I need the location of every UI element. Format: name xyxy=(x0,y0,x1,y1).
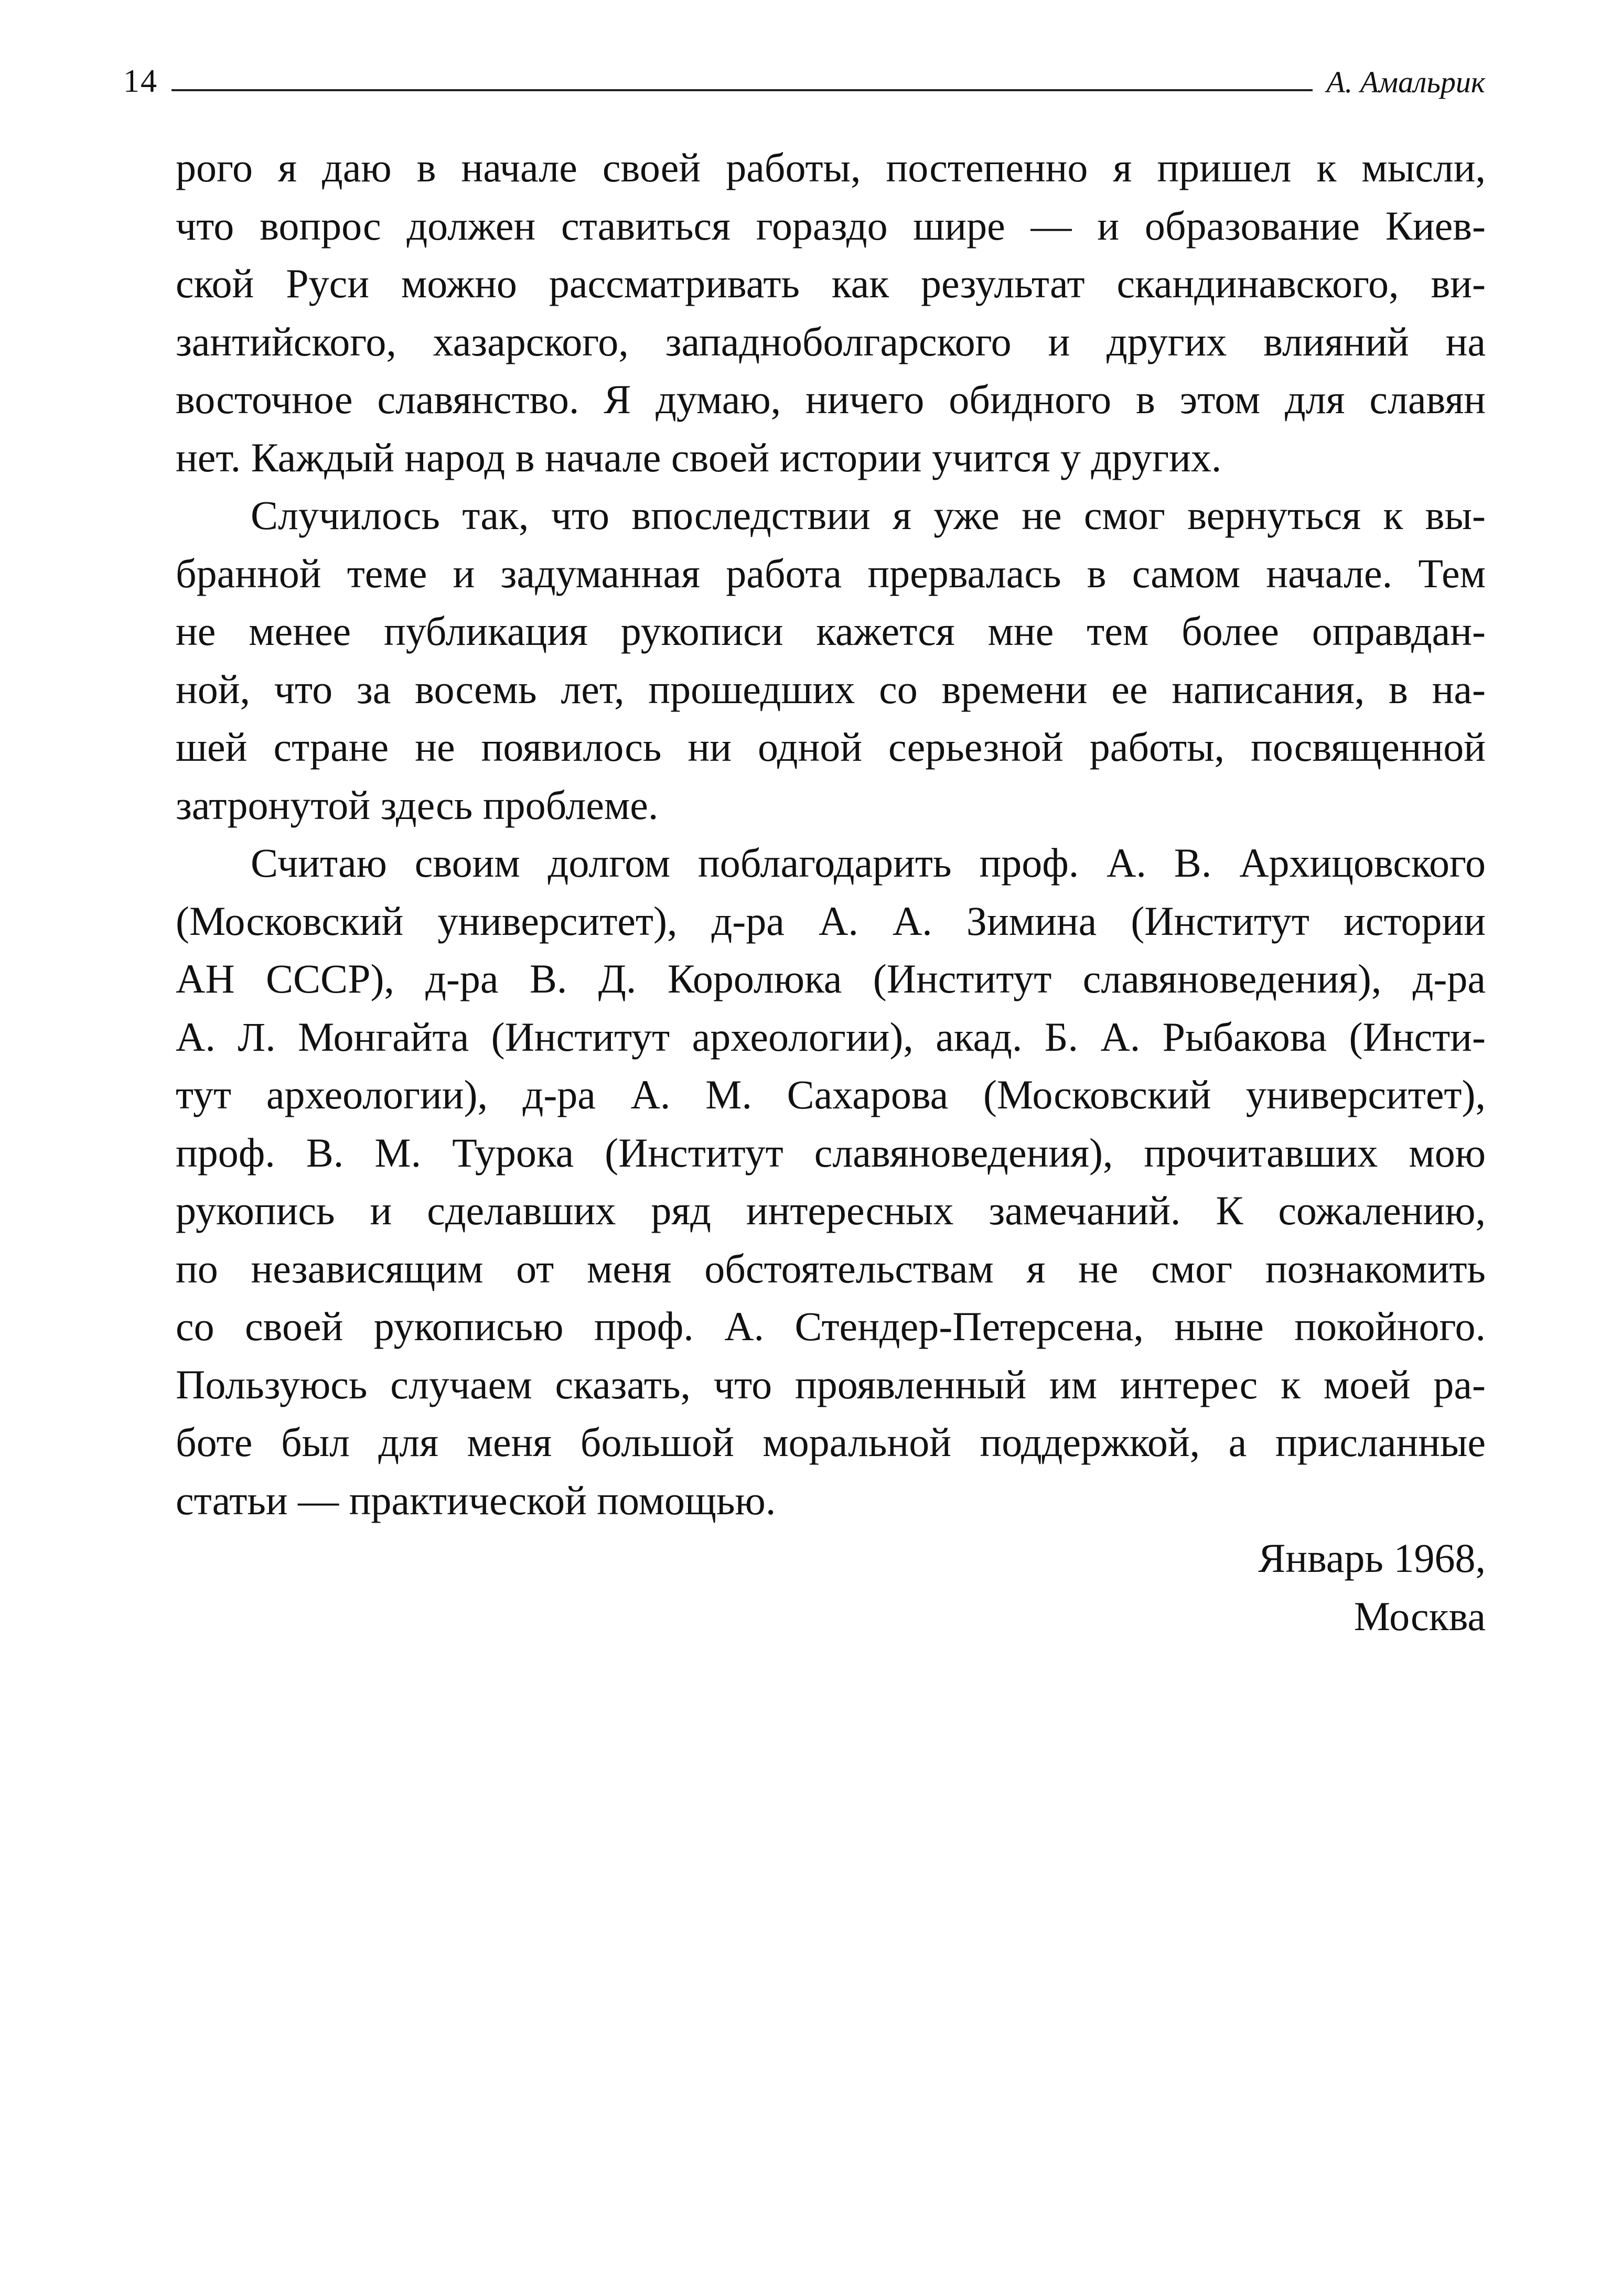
text-line: Считаю своим долгом поблагодарить проф. А. В. Архицовского xyxy=(251,840,1486,886)
text-line: ской Руси можно рассматривать как результат скандинавского, ви- xyxy=(176,261,1486,306)
text-line: Пользуюсь случаем сказать, что проявленный им интерес к моей ра- xyxy=(176,1361,1486,1407)
text-line: рукопись и сделавших ряд интересных замечаний. К сожалению, xyxy=(176,1188,1486,1233)
paragraph-3 xyxy=(176,834,1486,1529)
text-line: боте был для меня большой моральной поддержкой, а присланные xyxy=(176,1419,1486,1465)
text-line: Случилось так, что впоследствии я уже не смог вернуться к вы- xyxy=(251,492,1486,538)
text-line: рого я даю в начале своей работы, постепенно я пришел к мысли, xyxy=(176,145,1486,190)
text-line: АН СССР), д-ра В. Д. Королюка (Институт славяноведения), д-ра xyxy=(176,956,1486,1001)
text-line: что вопрос должен ставиться гораздо шире — и образование Киев- xyxy=(176,202,1486,249)
text-line: бранной теме и задуманная работа прервалась в самом начале. Тем xyxy=(176,550,1486,596)
text-line: А. Л. Монгайта (Институт археологии), акад. Б. А. Рыбакова (Инсти- xyxy=(176,1014,1486,1060)
text-line: восточное славянство. Я думаю, ничего обидного в этом для славян xyxy=(176,376,1486,422)
text-line: ной, что за восемь лет, прошедших со времени ее написания, в на- xyxy=(176,666,1486,712)
text-line: зантийского, хазарского, западноболгарского и других влияний на xyxy=(176,318,1486,364)
signature-place: Москва xyxy=(1354,1593,1486,1639)
text-line: нет. Каждый народ в начале своей истории учится у других. xyxy=(176,434,1222,480)
body-text xyxy=(176,139,1486,1645)
paragraph-1 xyxy=(176,139,1486,487)
signature-date: Январь 1968, xyxy=(1258,1535,1486,1581)
text-line: по независящим от меня обстоятельствам я не смог познакомить xyxy=(176,1245,1486,1291)
text-line: проф. В. М. Турока (Институт славяноведения), прочитавших мою xyxy=(176,1129,1486,1176)
paragraph-2 xyxy=(176,487,1486,834)
text-line: со своей рукописью проф. А. Стендер-Петерсена, ныне покойного. xyxy=(176,1303,1486,1349)
signature-block xyxy=(176,1529,1486,1645)
running-head xyxy=(123,52,1485,100)
header-rule xyxy=(171,89,1313,91)
text-line: затронутой здесь проблеме. xyxy=(176,782,659,828)
text-line: тут археологии), д-ра А. М. Сахарова (Московский университет), xyxy=(176,1072,1486,1117)
text-line: (Московский университет), д-ра А. А. Зимина (Институт истории xyxy=(176,898,1486,944)
text-line: статьи — практической помощью. xyxy=(176,1477,776,1523)
page-number: 14 xyxy=(123,63,158,99)
text-line: шей стране не появилось ни одной серьезной работы, посвященной xyxy=(176,724,1486,770)
running-head-author: А. Амальрик xyxy=(1326,65,1485,99)
text-line: не менее публикация рукописи кажется мне тем более оправдан- xyxy=(176,608,1486,654)
